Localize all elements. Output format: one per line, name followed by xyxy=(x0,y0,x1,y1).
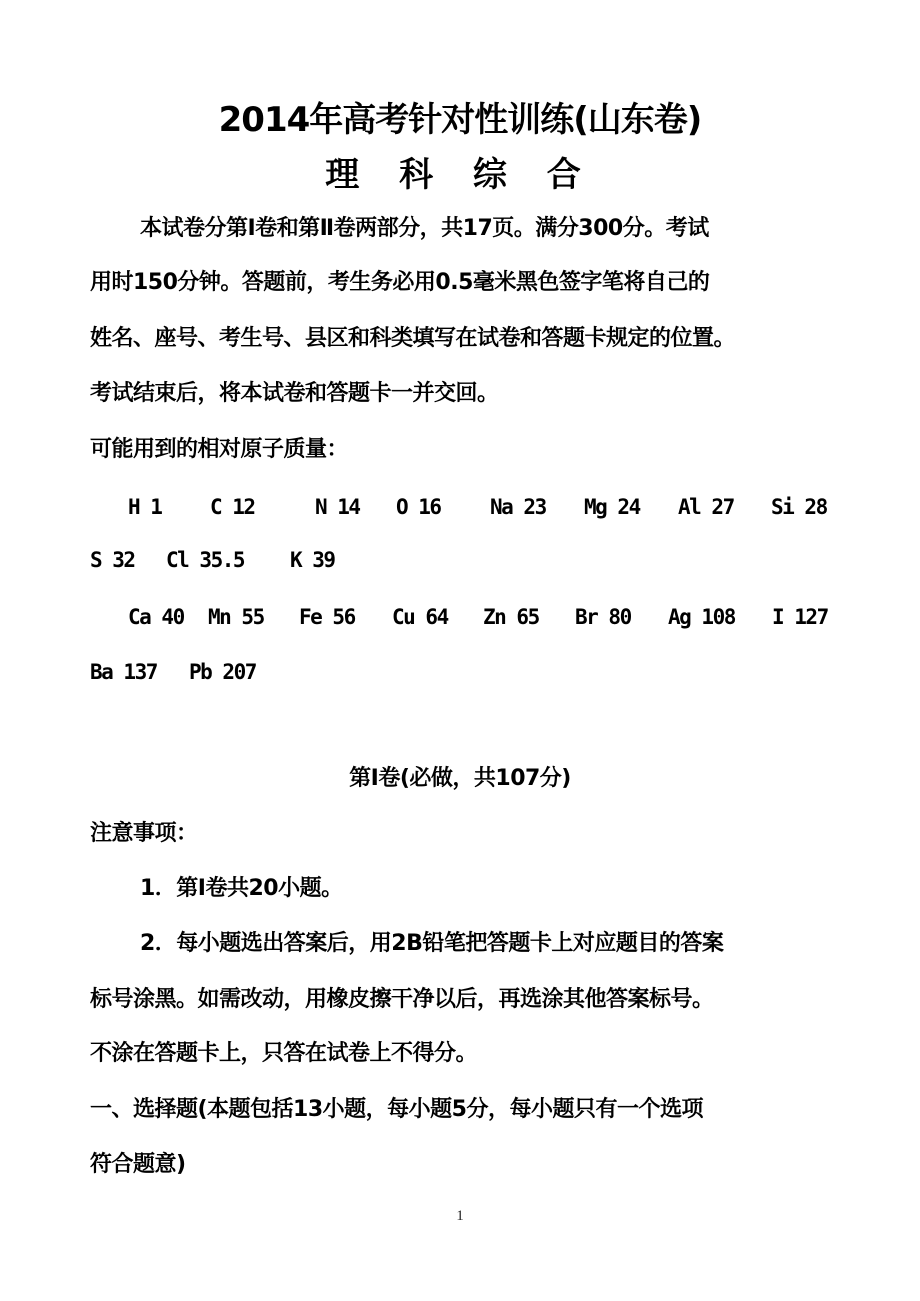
atomic-mass-entry: Br 80 xyxy=(575,605,631,629)
note-2-line-3: 不涂在答题卡上，只答在试卷上不得分。 xyxy=(90,1041,478,1066)
intro-line-3: 姓名、座号、考生号、县区和科类填写在试卷和答题卡规定的位置。 xyxy=(90,326,736,351)
question-section-line-2: 符合题意) xyxy=(90,1152,186,1177)
atomic-mass-entry: Si 28 xyxy=(771,495,827,519)
atomic-mass-entry: Al 27 xyxy=(678,495,734,519)
atomic-mass-entry: C 12 xyxy=(210,495,255,519)
intro-line-2: 用时150分钟。答题前，考生务必用0.5毫米黑色签字笔将自己的 xyxy=(90,270,710,295)
atomic-mass-entry: Ag 108 xyxy=(668,605,735,629)
atomic-mass-label: 可能用到的相对原子质量： xyxy=(90,437,349,462)
atomic-mass-entry: S 32 xyxy=(90,548,135,572)
note-1: 1．第Ⅰ卷共20小题。 xyxy=(140,876,343,901)
notes-label: 注意事项： xyxy=(90,821,198,846)
atomic-mass-entry: K 39 xyxy=(290,548,335,572)
intro-line-4: 考试结束后，将本试卷和答题卡一并交回。 xyxy=(90,381,499,406)
note-2-line-1: 2．每小题选出答案后，用2B铅笔把答题卡上对应题目的答案 xyxy=(140,931,724,956)
atomic-mass-entry: N 14 xyxy=(315,495,360,519)
intro-line-1: 本试卷分第Ⅰ卷和第Ⅱ卷两部分，共17页。满分300分。考试 xyxy=(140,216,709,241)
atomic-mass-entry: H 1 xyxy=(128,495,162,519)
document-subtitle: 理 科 综 合 xyxy=(325,155,595,195)
page-number: 1 xyxy=(456,1208,464,1224)
atomic-mass-entry: O 16 xyxy=(396,495,441,519)
atomic-mass-entry: Na 23 xyxy=(490,495,546,519)
atomic-mass-entry: Fe 56 xyxy=(299,605,355,629)
atomic-mass-entry: Mg 24 xyxy=(584,495,640,519)
note-2-line-2: 标号涂黑。如需改动，用橡皮擦干净以后，再选涂其他答案标号。 xyxy=(90,987,714,1012)
atomic-mass-entry: Cl 35.5 xyxy=(166,548,245,572)
atomic-mass-entry: Pb 207 xyxy=(189,660,256,684)
atomic-mass-entry: Zn 65 xyxy=(483,605,539,629)
question-section-line-1: 一、选择题(本题包括13小题，每小题5分，每小题只有一个选项 xyxy=(90,1097,703,1122)
atomic-mass-entry: Cu 64 xyxy=(392,605,448,629)
section-heading: 第Ⅰ卷(必做，共107分) xyxy=(349,766,571,791)
atomic-mass-entry: I 127 xyxy=(772,605,828,629)
atomic-mass-entry: Ba 137 xyxy=(90,660,157,684)
atomic-mass-entry: Mn 55 xyxy=(208,605,264,629)
document-title: 2014年高考针对性训练(山东卷) xyxy=(218,100,702,140)
atomic-mass-entry: Ca 40 xyxy=(128,605,184,629)
